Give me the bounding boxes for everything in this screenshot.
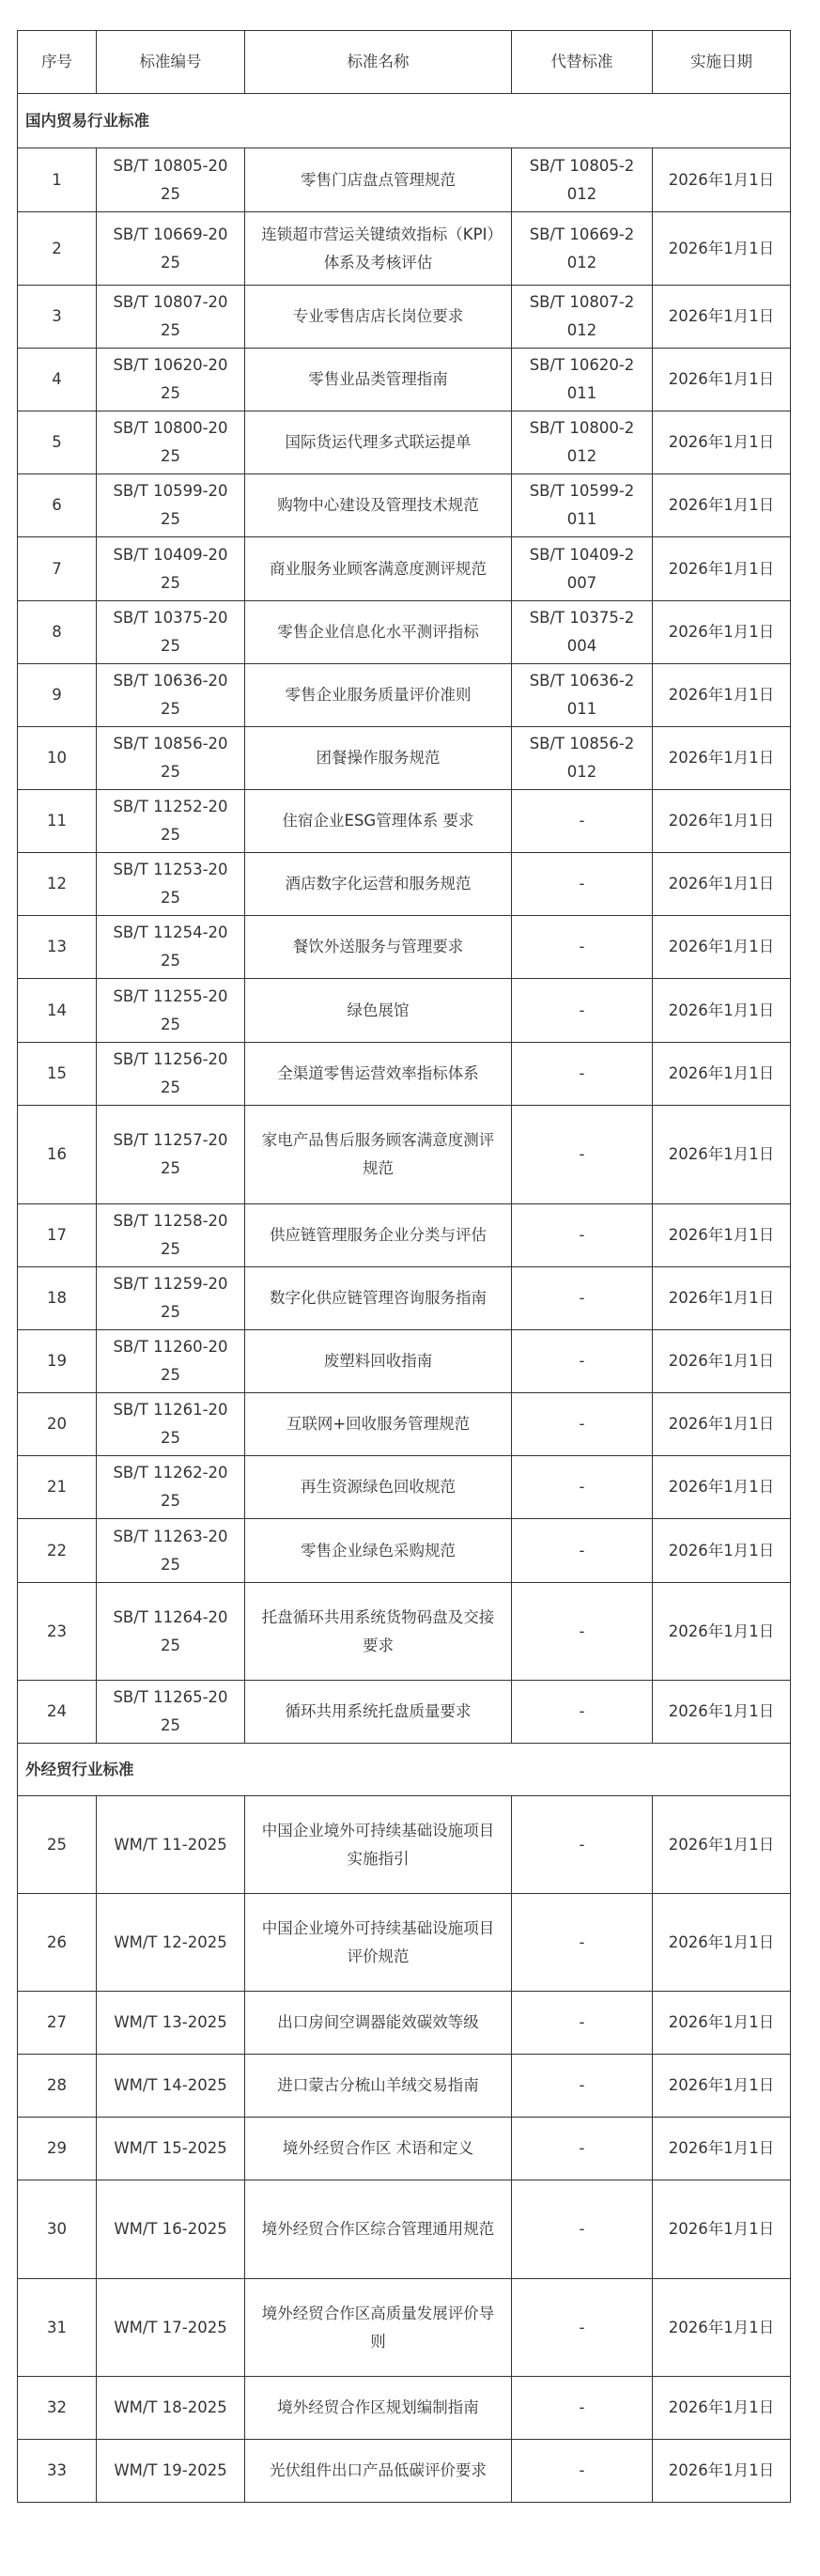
row-replaces: SB/T 10636-2011 (512, 664, 653, 727)
row-name: 中国企业境外可持续基础设施项目评价规范 (245, 1894, 512, 1992)
row-seq: 25 (18, 1796, 97, 1894)
row-code: SB/T 11264-2025 (97, 1583, 245, 1681)
table-row (18, 1796, 791, 1894)
row-code: WM/T 19-2025 (97, 2440, 245, 2503)
row-name: 餐饮外送服务与管理要求 (245, 916, 512, 979)
row-name: 全渠道零售运营效率指标体系 (245, 1043, 512, 1106)
table-row (18, 2118, 791, 2180)
row-date: 2026年1月1日 (653, 1681, 791, 1744)
table-row (18, 286, 791, 349)
row-seq: 8 (18, 601, 97, 664)
row-code: WM/T 16-2025 (97, 2180, 245, 2279)
row-replaces: - (512, 1393, 653, 1456)
row-code: SB/T 10620-2025 (97, 349, 245, 411)
table-row (18, 1992, 791, 2055)
row-seq: 23 (18, 1583, 97, 1681)
row-replaces: - (512, 1583, 653, 1681)
row-name: 光伏组件出口产品低碳评价要求 (245, 2440, 512, 2503)
row-seq: 13 (18, 916, 97, 979)
table-row (18, 853, 791, 916)
row-name: 零售门店盘点管理规范 (245, 148, 512, 212)
row-date: 2026年1月1日 (653, 212, 791, 286)
row-code: SB/T 11261-2025 (97, 1393, 245, 1456)
row-name: 供应链管理服务企业分类与评估 (245, 1204, 512, 1267)
row-replaces: SB/T 10375-2004 (512, 601, 653, 664)
row-date: 2026年1月1日 (653, 853, 791, 916)
row-code: WM/T 17-2025 (97, 2279, 245, 2377)
row-seq: 18 (18, 1267, 97, 1330)
row-replaces: - (512, 1796, 653, 1894)
table-row (18, 664, 791, 727)
row-date: 2026年1月1日 (653, 1583, 791, 1681)
table-row (18, 411, 791, 474)
table-row (18, 1267, 791, 1330)
row-seq: 24 (18, 1681, 97, 1744)
table-row (18, 212, 791, 286)
row-seq: 14 (18, 979, 97, 1043)
row-name: 数字化供应链管理咨询服务指南 (245, 1267, 512, 1330)
row-replaces: - (512, 1519, 653, 1583)
row-replaces: SB/T 10807-2012 (512, 286, 653, 349)
row-name: 购物中心建设及管理技术规范 (245, 474, 512, 537)
row-date: 2026年1月1日 (653, 790, 791, 853)
header-code: 标准编号 (97, 31, 245, 94)
row-seq: 6 (18, 474, 97, 537)
table-row (18, 2279, 791, 2377)
row-date: 2026年1月1日 (653, 286, 791, 349)
row-replaces: - (512, 1992, 653, 2055)
row-code: SB/T 11257-2025 (97, 1106, 245, 1204)
row-seq: 5 (18, 411, 97, 474)
row-seq: 7 (18, 537, 97, 601)
row-seq: 9 (18, 664, 97, 727)
row-date: 2026年1月1日 (653, 1894, 791, 1992)
row-seq: 17 (18, 1204, 97, 1267)
row-code: WM/T 13-2025 (97, 1992, 245, 2055)
row-date: 2026年1月1日 (653, 2118, 791, 2180)
section-row (18, 94, 791, 148)
row-code: SB/T 11260-2025 (97, 1330, 245, 1393)
row-date: 2026年1月1日 (653, 474, 791, 537)
table-row (18, 1894, 791, 1992)
table-row (18, 2440, 791, 2503)
row-replaces: SB/T 10620-2011 (512, 349, 653, 411)
table-row (18, 1204, 791, 1267)
table-row (18, 2377, 791, 2440)
row-name: 零售企业服务质量评价准则 (245, 664, 512, 727)
table-row (18, 790, 791, 853)
table-row (18, 1519, 791, 1583)
row-replaces: - (512, 2118, 653, 2180)
header-name: 标准名称 (245, 31, 512, 94)
row-seq: 1 (18, 148, 97, 212)
row-replaces: - (512, 2279, 653, 2377)
row-name: 境外经贸合作区 术语和定义 (245, 2118, 512, 2180)
row-replaces: SB/T 10805-2012 (512, 148, 653, 212)
row-replaces: - (512, 2055, 653, 2118)
row-name: 互联网+回收服务管理规范 (245, 1393, 512, 1456)
table-row (18, 1681, 791, 1744)
row-code: SB/T 10375-2025 (97, 601, 245, 664)
row-seq: 16 (18, 1106, 97, 1204)
row-replaces: - (512, 979, 653, 1043)
row-replaces: - (512, 2440, 653, 2503)
row-date: 2026年1月1日 (653, 1992, 791, 2055)
row-seq: 21 (18, 1456, 97, 1519)
row-replaces: SB/T 10856-2012 (512, 727, 653, 790)
row-name: 中国企业境外可持续基础设施项目实施指引 (245, 1796, 512, 1894)
row-code: SB/T 11254-2025 (97, 916, 245, 979)
row-replaces: - (512, 1204, 653, 1267)
row-name: 团餐操作服务规范 (245, 727, 512, 790)
row-date: 2026年1月1日 (653, 601, 791, 664)
row-seq: 2 (18, 212, 97, 286)
row-replaces: - (512, 1106, 653, 1204)
row-name: 废塑料回收指南 (245, 1330, 512, 1393)
row-seq: 4 (18, 349, 97, 411)
row-date: 2026年1月1日 (653, 411, 791, 474)
row-seq: 22 (18, 1519, 97, 1583)
row-name: 境外经贸合作区规划编制指南 (245, 2377, 512, 2440)
table-row (18, 349, 791, 411)
row-date: 2026年1月1日 (653, 1043, 791, 1106)
row-seq: 26 (18, 1894, 97, 1992)
table-row (18, 474, 791, 537)
table-row (18, 148, 791, 212)
row-code: SB/T 11258-2025 (97, 1204, 245, 1267)
row-date: 2026年1月1日 (653, 1393, 791, 1456)
row-code: SB/T 11256-2025 (97, 1043, 245, 1106)
header-row (18, 31, 791, 94)
row-name: 零售企业绿色采购规范 (245, 1519, 512, 1583)
row-replaces: SB/T 10800-2012 (512, 411, 653, 474)
row-date: 2026年1月1日 (653, 148, 791, 212)
row-replaces: - (512, 1456, 653, 1519)
row-replaces: SB/T 10409-2007 (512, 537, 653, 601)
row-date: 2026年1月1日 (653, 1204, 791, 1267)
header-replaces: 代替标准 (512, 31, 653, 94)
row-name: 商业服务业顾客满意度测评规范 (245, 537, 512, 601)
row-replaces: - (512, 1267, 653, 1330)
row-name: 进口蒙古分梳山羊绒交易指南 (245, 2055, 512, 2118)
row-name: 国际货运代理多式联运提单 (245, 411, 512, 474)
section-row (18, 1744, 791, 1796)
row-date: 2026年1月1日 (653, 2180, 791, 2279)
row-name: 绿色展馆 (245, 979, 512, 1043)
row-date: 2026年1月1日 (653, 1330, 791, 1393)
row-date: 2026年1月1日 (653, 1796, 791, 1894)
row-code: WM/T 12-2025 (97, 1894, 245, 1992)
row-seq: 11 (18, 790, 97, 853)
row-name: 托盘循环共用系统货物码盘及交接要求 (245, 1583, 512, 1681)
row-replaces: SB/T 10669-2012 (512, 212, 653, 286)
row-name: 酒店数字化运营和服务规范 (245, 853, 512, 916)
row-code: SB/T 10599-2025 (97, 474, 245, 537)
row-date: 2026年1月1日 (653, 2440, 791, 2503)
row-seq: 30 (18, 2180, 97, 2279)
row-replaces: - (512, 1681, 653, 1744)
standards-table (17, 30, 791, 2503)
row-replaces: - (512, 916, 653, 979)
row-code: SB/T 11265-2025 (97, 1681, 245, 1744)
table-row (18, 1583, 791, 1681)
row-seq: 19 (18, 1330, 97, 1393)
table-row (18, 2180, 791, 2279)
row-code: SB/T 11263-2025 (97, 1519, 245, 1583)
row-name: 境外经贸合作区综合管理通用规范 (245, 2180, 512, 2279)
row-date: 2026年1月1日 (653, 2055, 791, 2118)
row-name: 专业零售店店长岗位要求 (245, 286, 512, 349)
row-code: WM/T 15-2025 (97, 2118, 245, 2180)
row-replaces: - (512, 853, 653, 916)
row-date: 2026年1月1日 (653, 916, 791, 979)
row-replaces: - (512, 2180, 653, 2279)
table-row (18, 1106, 791, 1204)
row-seq: 15 (18, 1043, 97, 1106)
row-name: 再生资源绿色回收规范 (245, 1456, 512, 1519)
row-name: 循环共用系统托盘质量要求 (245, 1681, 512, 1744)
table-row (18, 2055, 791, 2118)
row-name: 连锁超市营运关键绩效指标（KPI）体系及考核评估 (245, 212, 512, 286)
table-row (18, 1456, 791, 1519)
row-seq: 32 (18, 2377, 97, 2440)
row-code: SB/T 11259-2025 (97, 1267, 245, 1330)
row-name: 零售企业信息化水平测评指标 (245, 601, 512, 664)
row-seq: 20 (18, 1393, 97, 1456)
section-title: 国内贸易行业标准 (18, 94, 791, 148)
row-code: SB/T 11255-2025 (97, 979, 245, 1043)
header-date: 实施日期 (653, 31, 791, 94)
row-replaces: - (512, 790, 653, 853)
row-name: 住宿企业ESG管理体系 要求 (245, 790, 512, 853)
table-row (18, 916, 791, 979)
row-code: SB/T 10636-2025 (97, 664, 245, 727)
row-date: 2026年1月1日 (653, 1106, 791, 1204)
row-replaces: - (512, 1043, 653, 1106)
table-row (18, 1393, 791, 1456)
row-seq: 31 (18, 2279, 97, 2377)
row-date: 2026年1月1日 (653, 2377, 791, 2440)
row-code: SB/T 11253-2025 (97, 853, 245, 916)
row-name: 出口房间空调器能效碳效等级 (245, 1992, 512, 2055)
row-seq: 28 (18, 2055, 97, 2118)
row-date: 2026年1月1日 (653, 979, 791, 1043)
header-seq: 序号 (18, 31, 97, 94)
row-date: 2026年1月1日 (653, 1267, 791, 1330)
row-replaces: - (512, 1330, 653, 1393)
table-row (18, 1330, 791, 1393)
row-seq: 12 (18, 853, 97, 916)
row-code: SB/T 11262-2025 (97, 1456, 245, 1519)
table-row (18, 727, 791, 790)
row-date: 2026年1月1日 (653, 1456, 791, 1519)
table-row (18, 537, 791, 601)
row-name: 家电产品售后服务顾客满意度测评规范 (245, 1106, 512, 1204)
row-date: 2026年1月1日 (653, 349, 791, 411)
row-replaces: - (512, 2377, 653, 2440)
row-date: 2026年1月1日 (653, 2279, 791, 2377)
row-seq: 27 (18, 1992, 97, 2055)
row-date: 2026年1月1日 (653, 727, 791, 790)
row-code: SB/T 10409-2025 (97, 537, 245, 601)
row-seq: 10 (18, 727, 97, 790)
row-seq: 3 (18, 286, 97, 349)
row-code: WM/T 11-2025 (97, 1796, 245, 1894)
row-name: 零售业品类管理指南 (245, 349, 512, 411)
row-code: SB/T 10807-2025 (97, 286, 245, 349)
table-row (18, 1043, 791, 1106)
row-replaces: SB/T 10599-2011 (512, 474, 653, 537)
row-date: 2026年1月1日 (653, 537, 791, 601)
row-replaces: - (512, 1894, 653, 1992)
standards-table-body (18, 31, 791, 2503)
table-row (18, 979, 791, 1043)
row-date: 2026年1月1日 (653, 1519, 791, 1583)
row-date: 2026年1月1日 (653, 664, 791, 727)
table-row (18, 601, 791, 664)
row-code: SB/T 10805-2025 (97, 148, 245, 212)
row-name: 境外经贸合作区高质量发展评价导则 (245, 2279, 512, 2377)
row-seq: 29 (18, 2118, 97, 2180)
row-code: WM/T 18-2025 (97, 2377, 245, 2440)
row-code: SB/T 11252-2025 (97, 790, 245, 853)
row-code: SB/T 10800-2025 (97, 411, 245, 474)
row-code: WM/T 14-2025 (97, 2055, 245, 2118)
section-title: 外经贸行业标准 (18, 1744, 791, 1796)
row-code: SB/T 10856-2025 (97, 727, 245, 790)
row-seq: 33 (18, 2440, 97, 2503)
row-code: SB/T 10669-2025 (97, 212, 245, 286)
